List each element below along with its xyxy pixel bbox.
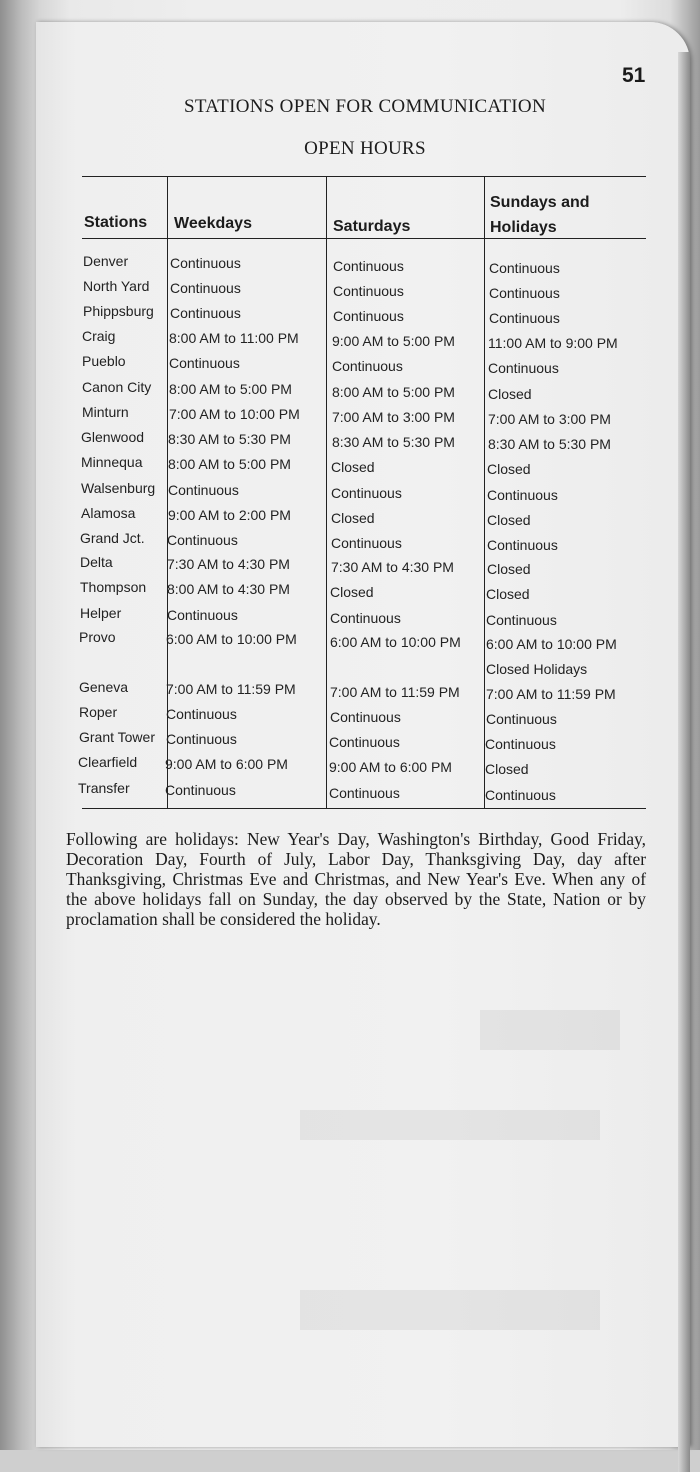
header-saturdays: Saturdays <box>333 218 411 235</box>
sundays-hours: 6:00 AM to 10:00 PM <box>486 636 617 652</box>
saturdays-hours: Closed <box>331 510 375 526</box>
weekdays-hours: 8:00 AM to 5:00 PM <box>169 381 292 397</box>
saturdays-hours: Closed <box>330 584 374 600</box>
station-name: Delta <box>80 554 113 570</box>
sundays-hours: 8:30 AM to 5:30 PM <box>488 436 611 452</box>
saturdays-hours: Continuous <box>329 785 400 801</box>
saturdays-hours: Continuous <box>331 535 402 551</box>
sundays-hours: 7:00 AM to 3:00 PM <box>488 411 611 427</box>
station-name: Craig <box>82 328 116 344</box>
weekdays-hours: 8:00 AM to 4:30 PM <box>167 581 290 597</box>
sundays-hours: Continuous <box>489 310 560 326</box>
saturdays-hours: Closed <box>331 459 375 475</box>
sundays-hours: Continuous <box>487 487 558 503</box>
bleed-through <box>480 1010 620 1050</box>
holidays-note: Following are holidays: New Year's Day, Washington's Birthday, Good Friday, Decoration Day, Fourth of July, Labor Day, Thanksgiving Day, day after Thanksgiving, Christmas Eve and Christmas, and New Year's Eve. When any of the above holidays fall on Sunday, the day observed by the State, Nation or by proclamation shall be considered the holiday. <box>66 829 646 929</box>
station-name: Clearfield <box>78 754 138 770</box>
sundays-note: Closed Holidays <box>486 661 588 677</box>
station-name: Denver <box>83 253 129 269</box>
weekdays-hours: 8:00 AM to 11:00 PM <box>169 330 299 346</box>
saturdays-hours: 9:00 AM to 6:00 PM <box>329 759 452 775</box>
weekdays-hours: Continuous <box>168 482 239 498</box>
page-title: STATIONS OPEN FOR COMMUNICATION <box>184 96 546 117</box>
page-edge <box>678 52 690 1472</box>
weekdays-hours: 8:00 AM to 5:00 PM <box>168 456 291 472</box>
station-name: Glenwood <box>81 429 145 445</box>
header-stations: Stations <box>84 214 148 231</box>
weekdays-hours: 8:30 AM to 5:30 PM <box>168 431 291 447</box>
weekdays-hours: 7:00 AM to 11:59 PM <box>166 681 296 697</box>
sundays-hours: Continuous <box>485 787 556 803</box>
sundays-hours: Continuous <box>488 360 559 376</box>
station-name: Alamosa <box>81 505 136 521</box>
station-name: Pueblo <box>82 353 126 369</box>
weekdays-hours: Continuous <box>166 731 237 747</box>
weekdays-hours: Continuous <box>167 607 238 623</box>
header-sundays-line1: Sundays and <box>490 194 590 211</box>
bleed-through <box>300 1110 600 1140</box>
saturdays-hours: Continuous <box>329 734 400 750</box>
weekdays-hours: Continuous <box>170 280 241 296</box>
weekdays-hours: 7:30 AM to 4:30 PM <box>167 556 290 572</box>
table-bottom-rule <box>82 808 646 809</box>
weekdays-hours: Continuous <box>169 355 240 371</box>
sundays-hours: Closed <box>487 561 531 577</box>
weekdays-hours: Continuous <box>170 305 241 321</box>
saturdays-hours: Continuous <box>330 610 401 626</box>
sundays-hours: 7:00 AM to 11:59 PM <box>486 686 616 702</box>
station-name: Walsenburg <box>81 480 156 496</box>
station-name: Provo <box>79 629 116 645</box>
weekdays-hours: Continuous <box>170 255 241 271</box>
saturdays-hours: 6:00 AM to 10:00 PM <box>330 634 461 650</box>
saturdays-hours: 7:00 AM to 3:00 PM <box>332 409 455 425</box>
weekdays-hours: 9:00 AM to 6:00 PM <box>165 756 288 772</box>
sundays-hours: Continuous <box>489 285 560 301</box>
header-sundays-line2: Holidays <box>490 219 557 236</box>
sundays-hours: Continuous <box>486 612 557 628</box>
sundays-hours: 11:00 AM to 9:00 PM <box>488 335 618 351</box>
sundays-hours: Continuous <box>486 711 557 727</box>
saturdays-hours: Continuous <box>332 358 403 374</box>
saturdays-hours: Continuous <box>330 709 401 725</box>
saturdays-hours: 7:00 AM to 11:59 PM <box>330 684 460 700</box>
sundays-hours: Closed <box>487 512 531 528</box>
station-name: Minturn <box>82 404 129 420</box>
saturdays-hours: 8:30 AM to 5:30 PM <box>332 434 455 450</box>
page-number: 51 <box>622 64 646 87</box>
sundays-hours: Continuous <box>487 537 558 553</box>
saturdays-hours: Continuous <box>331 485 402 501</box>
sundays-hours: Closed <box>485 761 529 777</box>
saturdays-hours: 8:00 AM to 5:00 PM <box>332 384 455 400</box>
station-name: Canon City <box>82 379 152 395</box>
saturdays-hours: 7:30 AM to 4:30 PM <box>331 559 454 575</box>
saturdays-hours: 9:00 AM to 5:00 PM <box>332 333 455 349</box>
station-name: Thompson <box>80 579 147 595</box>
page-subtitle: OPEN HOURS <box>304 138 426 159</box>
weekdays-hours: Continuous <box>166 706 237 722</box>
station-name: Phippsburg <box>83 303 154 319</box>
sundays-hours: Closed <box>487 461 531 477</box>
saturdays-hours: Continuous <box>333 283 404 299</box>
station-name: Roper <box>79 704 118 720</box>
sundays-hours: Closed <box>486 586 530 602</box>
sundays-hours: Continuous <box>485 736 556 752</box>
column-divider <box>326 176 327 808</box>
station-name: Helper <box>80 605 122 621</box>
bleed-through <box>300 1290 600 1330</box>
column-divider <box>484 176 485 808</box>
station-name: Grand Jct. <box>80 530 145 546</box>
weekdays-hours: 7:00 AM to 10:00 PM <box>169 406 300 422</box>
sundays-hours: Closed <box>488 386 532 402</box>
station-name: Transfer <box>78 780 130 796</box>
saturdays-hours: Continuous <box>333 308 404 324</box>
station-name: Grant Tower <box>79 729 155 745</box>
station-name: Geneva <box>79 679 129 695</box>
weekdays-hours: 6:00 AM to 10:00 PM <box>166 631 297 647</box>
station-name: Minnequa <box>81 454 143 470</box>
header-weekdays: Weekdays <box>174 215 252 232</box>
weekdays-hours: Continuous <box>167 532 238 548</box>
weekdays-hours: 9:00 AM to 2:00 PM <box>168 507 291 523</box>
saturdays-hours: Continuous <box>333 258 404 274</box>
station-name: North Yard <box>83 278 150 294</box>
weekdays-hours: Continuous <box>165 782 236 798</box>
sundays-hours: Continuous <box>489 260 560 276</box>
